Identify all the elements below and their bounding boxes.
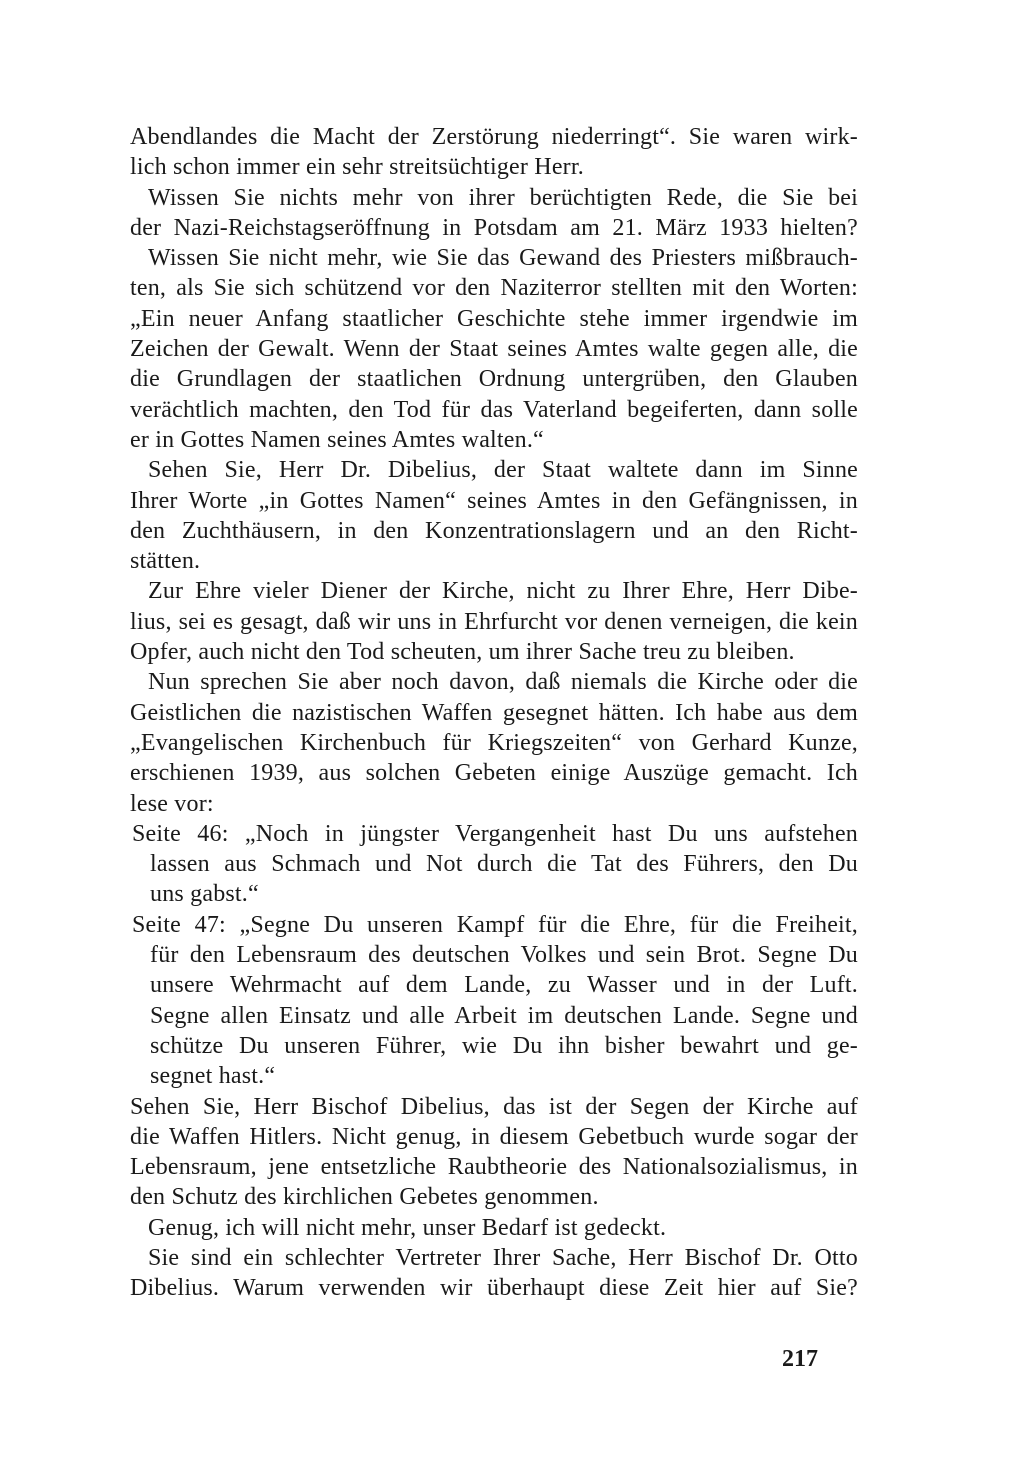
- body-text: [130, 122, 858, 1304]
- text-line: lich schon immer ein sehr streitsüchtiger Herr.: [130, 154, 584, 181]
- text-line: lius, sei es gesagt, daß wir uns in Ehrfurcht vor denen verneigen, die kein: [130, 608, 858, 635]
- text-line: stätten.: [130, 548, 201, 575]
- text-line: Sehen Sie, Herr Dr. Dibelius, der Staat waltete dann im Sinne: [148, 457, 858, 484]
- quoted-prayers: [130, 819, 858, 1092]
- text-line: er in Gottes Namen seines Amtes walten.“: [130, 426, 544, 453]
- text-line: Genug, ich will nicht mehr, unser Bedarf ist gedeckt.: [148, 1214, 667, 1241]
- text-line: Seite 47: „Segne Du unseren Kampf für die Ehre, für die Freiheit,: [132, 911, 858, 938]
- text-line: Wissen Sie nicht mehr, wie Sie das Gewand des Priesters mißbrauch-: [148, 245, 858, 272]
- text-line: uns gabst.“: [150, 881, 259, 908]
- text-line: Sehen Sie, Herr Bischof Dibelius, das ist der Segen der Kirche auf: [130, 1093, 858, 1120]
- text-line: „Evangelischen Kirchenbuch für Kriegszeiten“ von Gerhard Kunze,: [130, 729, 858, 756]
- text-line: verächtlich machten, den Tod für das Vaterland begeiferten, dann solle: [130, 396, 858, 423]
- text-line: Opfer, auch nicht den Tod scheuten, um ihrer Sache treu zu bleiben.: [130, 639, 795, 666]
- page-number: 217: [782, 1346, 818, 1372]
- text-line: Ihrer Worte „in Gottes Namen“ seines Amtes in den Gefängnissen, in: [130, 487, 858, 514]
- text-line: Zeichen der Gewalt. Wenn der Staat seines Amtes walte gegen alle, die: [130, 336, 858, 363]
- text-line: die Waffen Hitlers. Nicht genug, in diesem Gebetbuch wurde sogar der: [130, 1123, 858, 1150]
- text-line: Zur Ehre vieler Diener der Kirche, nicht zu Ihrer Ehre, Herr Dibe-: [148, 578, 858, 605]
- text-line: „Ein neuer Anfang staatlicher Geschichte stehe immer irgendwie im: [130, 305, 858, 332]
- text-line: Geistlichen die nazistischen Waffen gesegnet hätten. Ich habe aus dem: [130, 699, 858, 726]
- text-line: den Zuchthäusern, in den Konzentrationslagern und an den Richt-: [130, 517, 858, 544]
- text-line: der Nazi-Reichstagseröffnung in Potsdam am 21. März 1933 hielten?: [130, 214, 858, 241]
- text-line: lassen aus Schmach und Not durch die Tat des Führers, den Du: [150, 851, 858, 878]
- text-line: segnet hast.“: [150, 1063, 276, 1090]
- text-line: Wissen Sie nichts mehr von ihrer berüchtigten Rede, die Sie bei: [148, 184, 858, 211]
- closing-paragraphs: [130, 1092, 858, 1304]
- text-line: Dibelius. Warum verwenden wir überhaupt diese Zeit hier auf Sie?: [130, 1275, 858, 1302]
- text-line: den Schutz des kirchlichen Gebetes genommen.: [130, 1184, 599, 1211]
- main-paragraphs: [130, 122, 858, 819]
- text-line: lese vor:: [130, 790, 214, 817]
- text-line: Lebensraum, jene entsetzliche Raubtheorie des Nationalsozialismus, in: [130, 1154, 858, 1181]
- text-line: Segne allen Einsatz und alle Arbeit im deutschen Lande. Segne und: [150, 1002, 858, 1029]
- text-line: Abendlandes die Macht der Zerstörung niederringt“. Sie waren wirk-: [130, 124, 858, 150]
- text-line: unsere Wehrmacht auf dem Lande, zu Wasser und in der Luft.: [150, 972, 858, 999]
- text-line: erschienen 1939, aus solchen Gebeten einige Auszüge gemacht. Ich: [130, 760, 858, 787]
- text-line: Nun sprechen Sie aber noch davon, daß niemals die Kirche oder die: [148, 669, 858, 696]
- text-line: schütze Du unseren Führer, wie Du ihn bisher bewahrt und ge-: [150, 1032, 858, 1059]
- text-line: die Grundlagen der staatlichen Ordnung untergrüben, den Glauben: [130, 366, 858, 393]
- text-line: Sie sind ein schlechter Vertreter Ihrer Sache, Herr Bischof Dr. Otto: [148, 1244, 858, 1271]
- text-line: Seite 46: „Noch in jüngster Vergangenheit hast Du uns aufstehen: [132, 820, 858, 847]
- text-line: für den Lebensraum des deutschen Volkes und sein Brot. Segne Du: [150, 942, 858, 969]
- text-line: ten, als Sie sich schützend vor den Naziterror stellten mit den Worten:: [130, 275, 858, 302]
